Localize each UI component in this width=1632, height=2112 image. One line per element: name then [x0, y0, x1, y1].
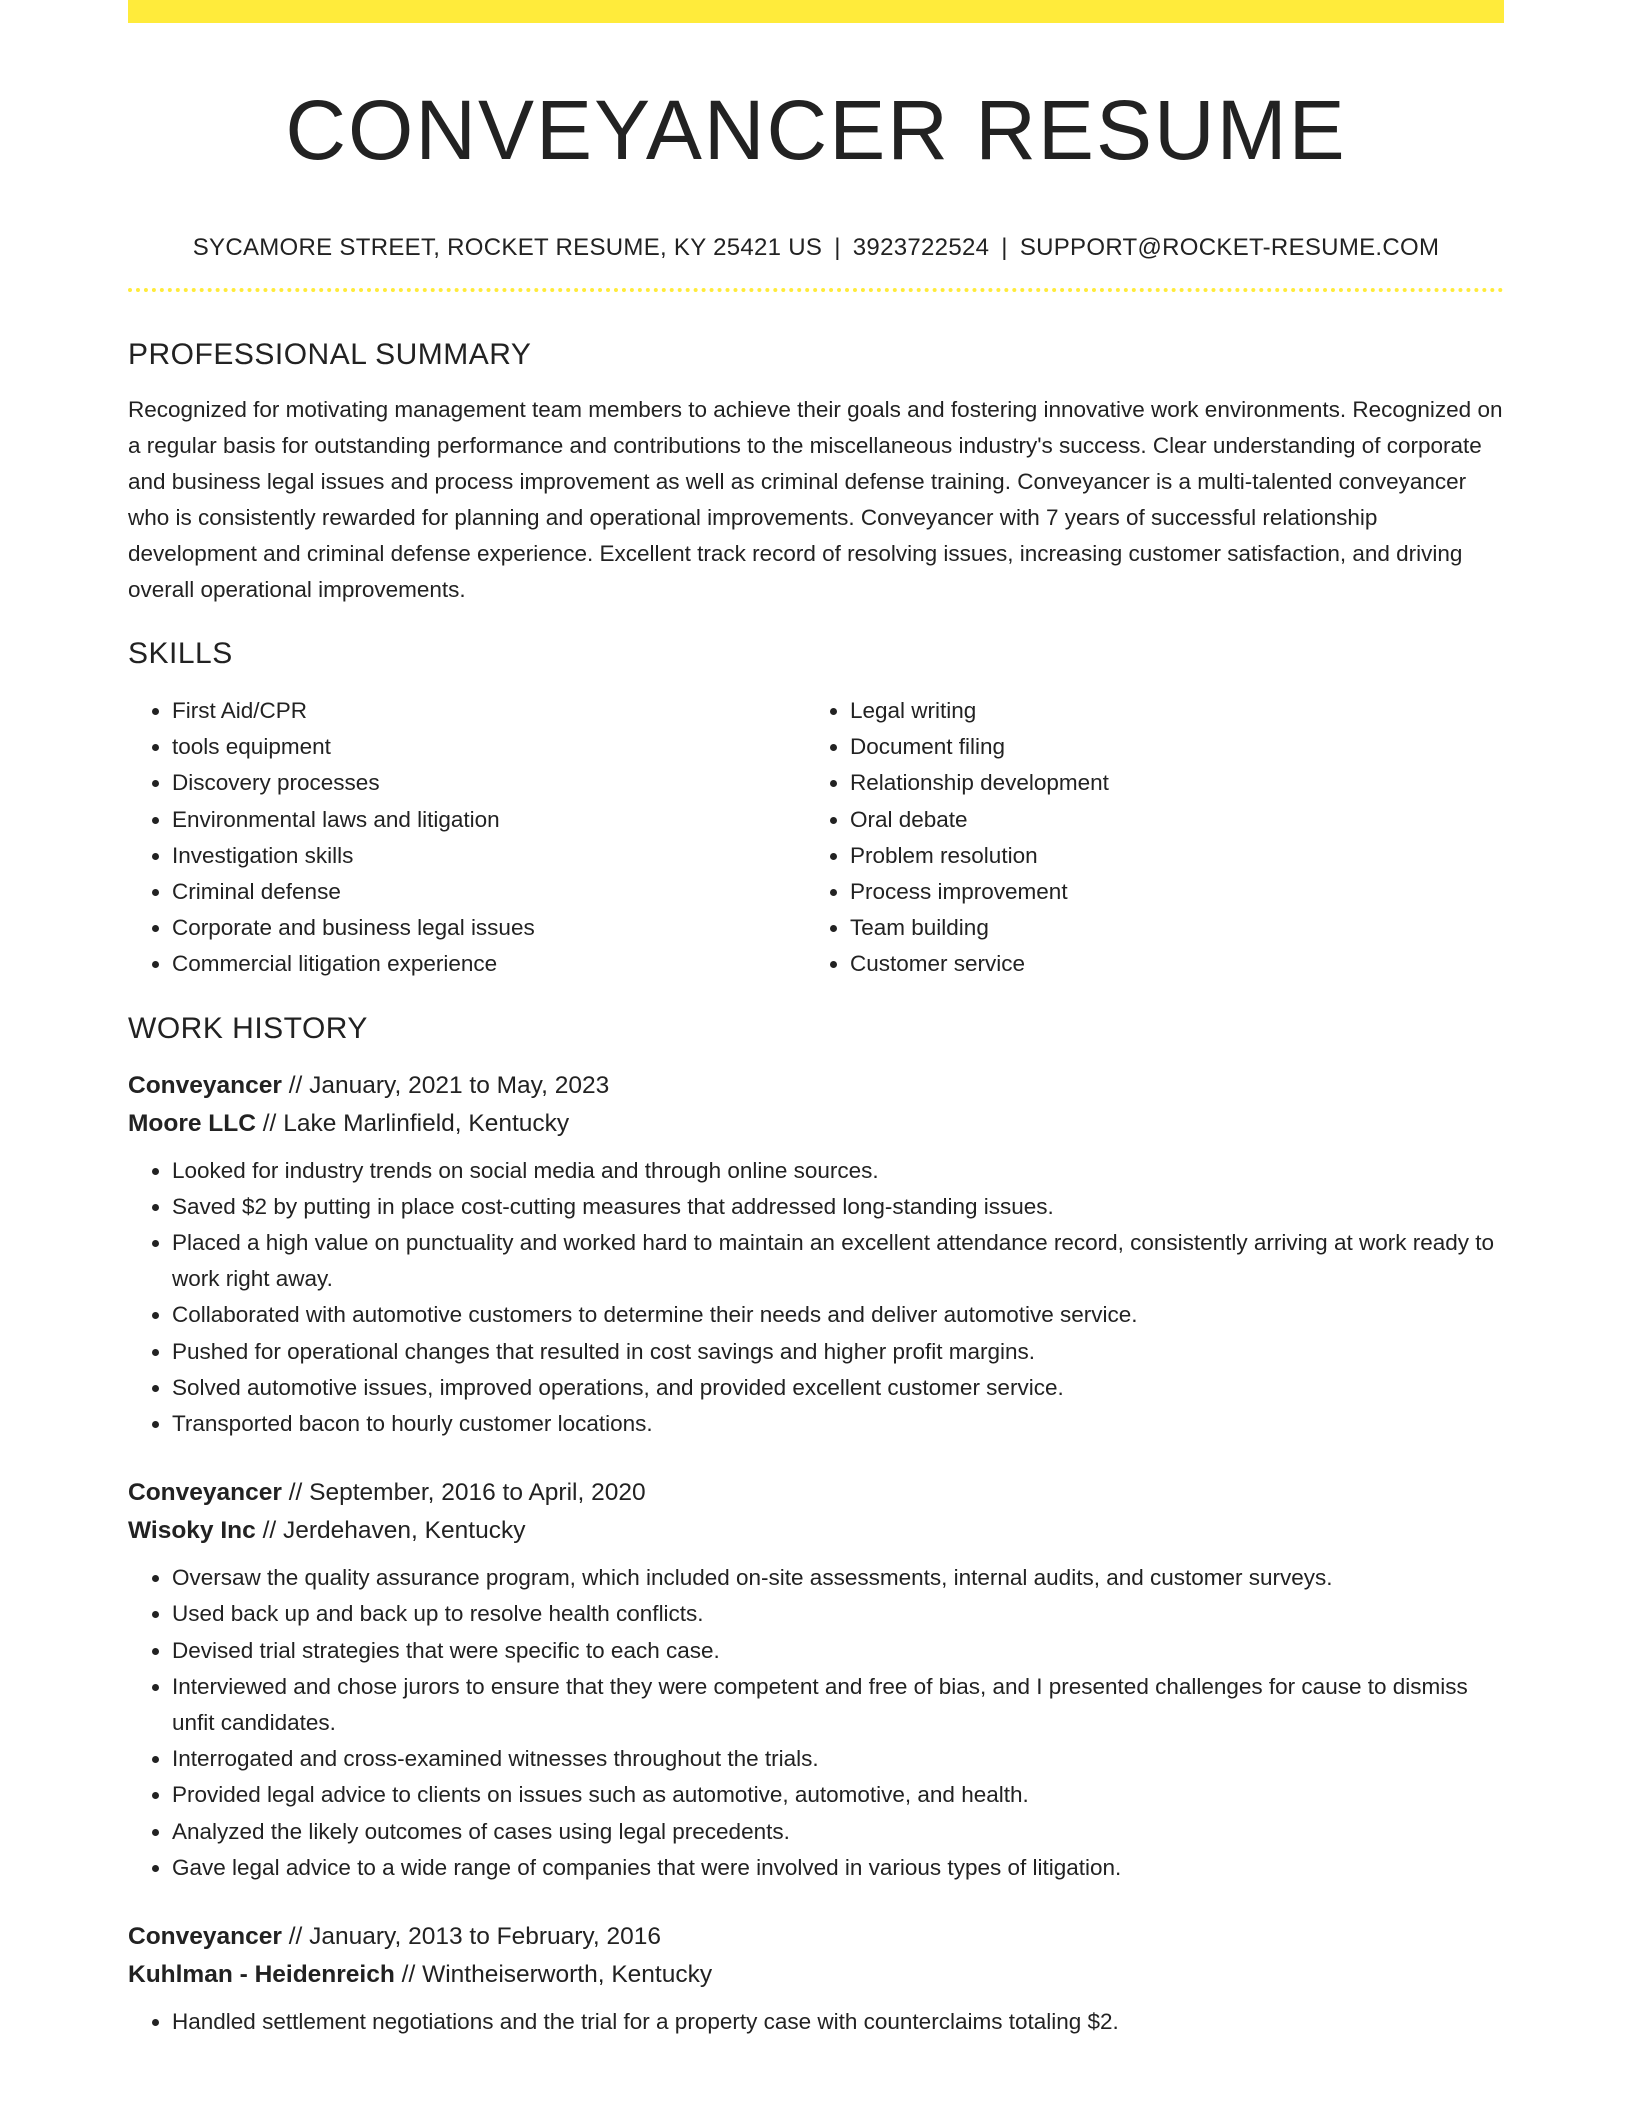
job-company-line	[128, 1105, 1504, 1143]
job-entry	[128, 1067, 1504, 1443]
job-entry	[128, 1918, 1504, 2040]
job-header	[128, 1918, 1504, 1994]
resume-title: CONVEYANCER RESUME	[285, 83, 1347, 177]
job-bullet: • Interrogated and cross-examined witnesses throughout the trials.	[172, 1741, 1504, 1777]
job-bullets	[128, 1560, 1504, 1886]
job-role-line	[128, 1474, 1504, 1512]
skill-item: • Team building	[850, 910, 1484, 946]
job-company-line	[128, 1956, 1504, 1994]
job-bullet: • Devised trial strategies that were specific to each case.	[172, 1633, 1504, 1669]
job-bullet: • Interviewed and chose jurors to ensure that they were competent and free of bias, and I presented challenges for cause to dismiss unfit candidates.	[172, 1669, 1504, 1741]
skill-item: • Investigation skills	[172, 838, 806, 874]
job-dates: September, 2016 to April, 2020	[309, 1479, 646, 1507]
contact-email: SUPPORT@ROCKET-RESUME.COM	[1019, 234, 1440, 261]
job-bullet: • Placed a high value on punctuality and worked hard to maintain an excellent attendance record, consistently arriving at work ready to work right away.	[172, 1225, 1504, 1297]
skill-item: • First Aid/CPR	[172, 693, 806, 729]
summary-heading: PROFESSIONAL SUMMARY	[128, 338, 532, 371]
job-bullets	[128, 1153, 1504, 1443]
contact-address: SYCAMORE STREET, ROCKET RESUME, KY 25421 US	[192, 234, 823, 261]
job-company: Moore LLC	[128, 1109, 256, 1137]
skill-item: • Customer service	[850, 946, 1484, 982]
skill-item: • Problem resolution	[850, 838, 1484, 874]
skill-item: • Criminal defense	[172, 874, 806, 910]
skills-list-right	[806, 693, 1484, 983]
job-header	[128, 1067, 1504, 1143]
job-bullet: • Looked for industry trends on social media and through online sources.	[172, 1153, 1504, 1189]
job-company: Kuhlman - Heidenreich	[128, 1961, 395, 1989]
skills-list-left	[128, 693, 806, 983]
job-role-line	[128, 1918, 1504, 1956]
job-separator: //	[288, 1071, 303, 1099]
job-separator: //	[288, 1479, 303, 1507]
job-header	[128, 1474, 1504, 1550]
skill-item: • Commercial litigation experience	[172, 946, 806, 982]
job-dates: January, 2021 to May, 2023	[309, 1071, 610, 1099]
skill-item: • tools equipment	[172, 729, 806, 765]
job-separator: //	[262, 1517, 277, 1545]
skill-item: • Discovery processes	[172, 765, 806, 801]
job-bullets	[128, 2004, 1504, 2040]
skills-columns	[128, 693, 1504, 983]
job-separator: //	[262, 1109, 277, 1137]
skill-item: • Legal writing	[850, 693, 1484, 729]
job-bullet: • Oversaw the quality assurance program, which included on-site assessments, internal audits, and customer surveys.	[172, 1560, 1504, 1596]
job-entry	[128, 1474, 1504, 1886]
skill-item: • Process improvement	[850, 874, 1484, 910]
job-company: Wisoky Inc	[128, 1517, 256, 1545]
job-separator: //	[401, 1961, 416, 1989]
job-location: Wintheiserworth, Kentucky	[422, 1961, 713, 1989]
job-location: Lake Marlinfield, Kentucky	[283, 1109, 570, 1137]
skills-heading: SKILLS	[128, 637, 233, 670]
job-bullet: • Provided legal advice to clients on issues such as automotive, automotive, and health.	[172, 1777, 1504, 1813]
skill-item: • Environmental laws and litigation	[172, 802, 806, 838]
job-bullet: • Solved automotive issues, improved operations, and provided excellent customer service.	[172, 1370, 1504, 1406]
job-role-line	[128, 1067, 1504, 1105]
job-location: Jerdehaven, Kentucky	[283, 1517, 526, 1545]
contact-phone: 3923722524	[852, 234, 990, 261]
job-bullet: • Saved $2 by putting in place cost-cutting measures that addressed long-standing issues.	[172, 1189, 1504, 1225]
job-role: Conveyancer	[128, 1479, 282, 1507]
job-bullet: • Gave legal advice to a wide range of companies that were involved in various types of litigation.	[172, 1850, 1504, 1886]
work-history-heading: WORK HISTORY	[128, 1011, 368, 1045]
resume-content	[128, 0, 1504, 2040]
job-separator: //	[288, 1923, 303, 1951]
job-bullet: • Handled settlement negotiations and the trial for a property case with counterclaims totaling $2.	[172, 2004, 1504, 2040]
contact-line	[128, 233, 1504, 263]
skill-item: • Relationship development	[850, 765, 1484, 801]
job-bullet: • Analyzed the likely outcomes of cases using legal precedents.	[172, 1814, 1504, 1850]
job-bullet: • Collaborated with automotive customers to determine their needs and deliver automotive service.	[172, 1297, 1504, 1333]
skill-item: • Oral debate	[850, 802, 1484, 838]
contact-separator: |	[834, 234, 841, 261]
job-role: Conveyancer	[128, 1923, 282, 1951]
work-history-list	[128, 1067, 1504, 2041]
contact-separator: |	[1001, 234, 1008, 261]
job-bullet: • Used back up and back up to resolve health conflicts.	[172, 1596, 1504, 1632]
job-role: Conveyancer	[128, 1071, 282, 1099]
skill-item: • Corporate and business legal issues	[172, 910, 806, 946]
skill-item: • Document filing	[850, 729, 1484, 765]
job-bullet: • Transported bacon to hourly customer locations.	[172, 1406, 1504, 1442]
summary-text: Recognized for motivating management team members to achieve their goals and fostering innovative work environments. Recognized on a regular basis for outstanding performance and contributions to the miscellaneous industry's success. Clear understanding of corporate and business legal issues and process improvement as well as criminal defense training. Conveyancer is a multi-talented conveyancer who is consistently rewarded for planning and operational improvements. Conveyancer with 7 years of successful relationship development and criminal defense experience. Excellent track record of resolving issues, increasing customer satisfaction, and driving overall operational improvements.	[128, 397, 1503, 602]
job-bullet: • Pushed for operational changes that resulted in cost savings and higher profit margins.	[172, 1334, 1504, 1370]
job-dates: January, 2013 to February, 2016	[309, 1923, 661, 1951]
job-company-line	[128, 1512, 1504, 1550]
dotted-divider	[128, 288, 1504, 292]
